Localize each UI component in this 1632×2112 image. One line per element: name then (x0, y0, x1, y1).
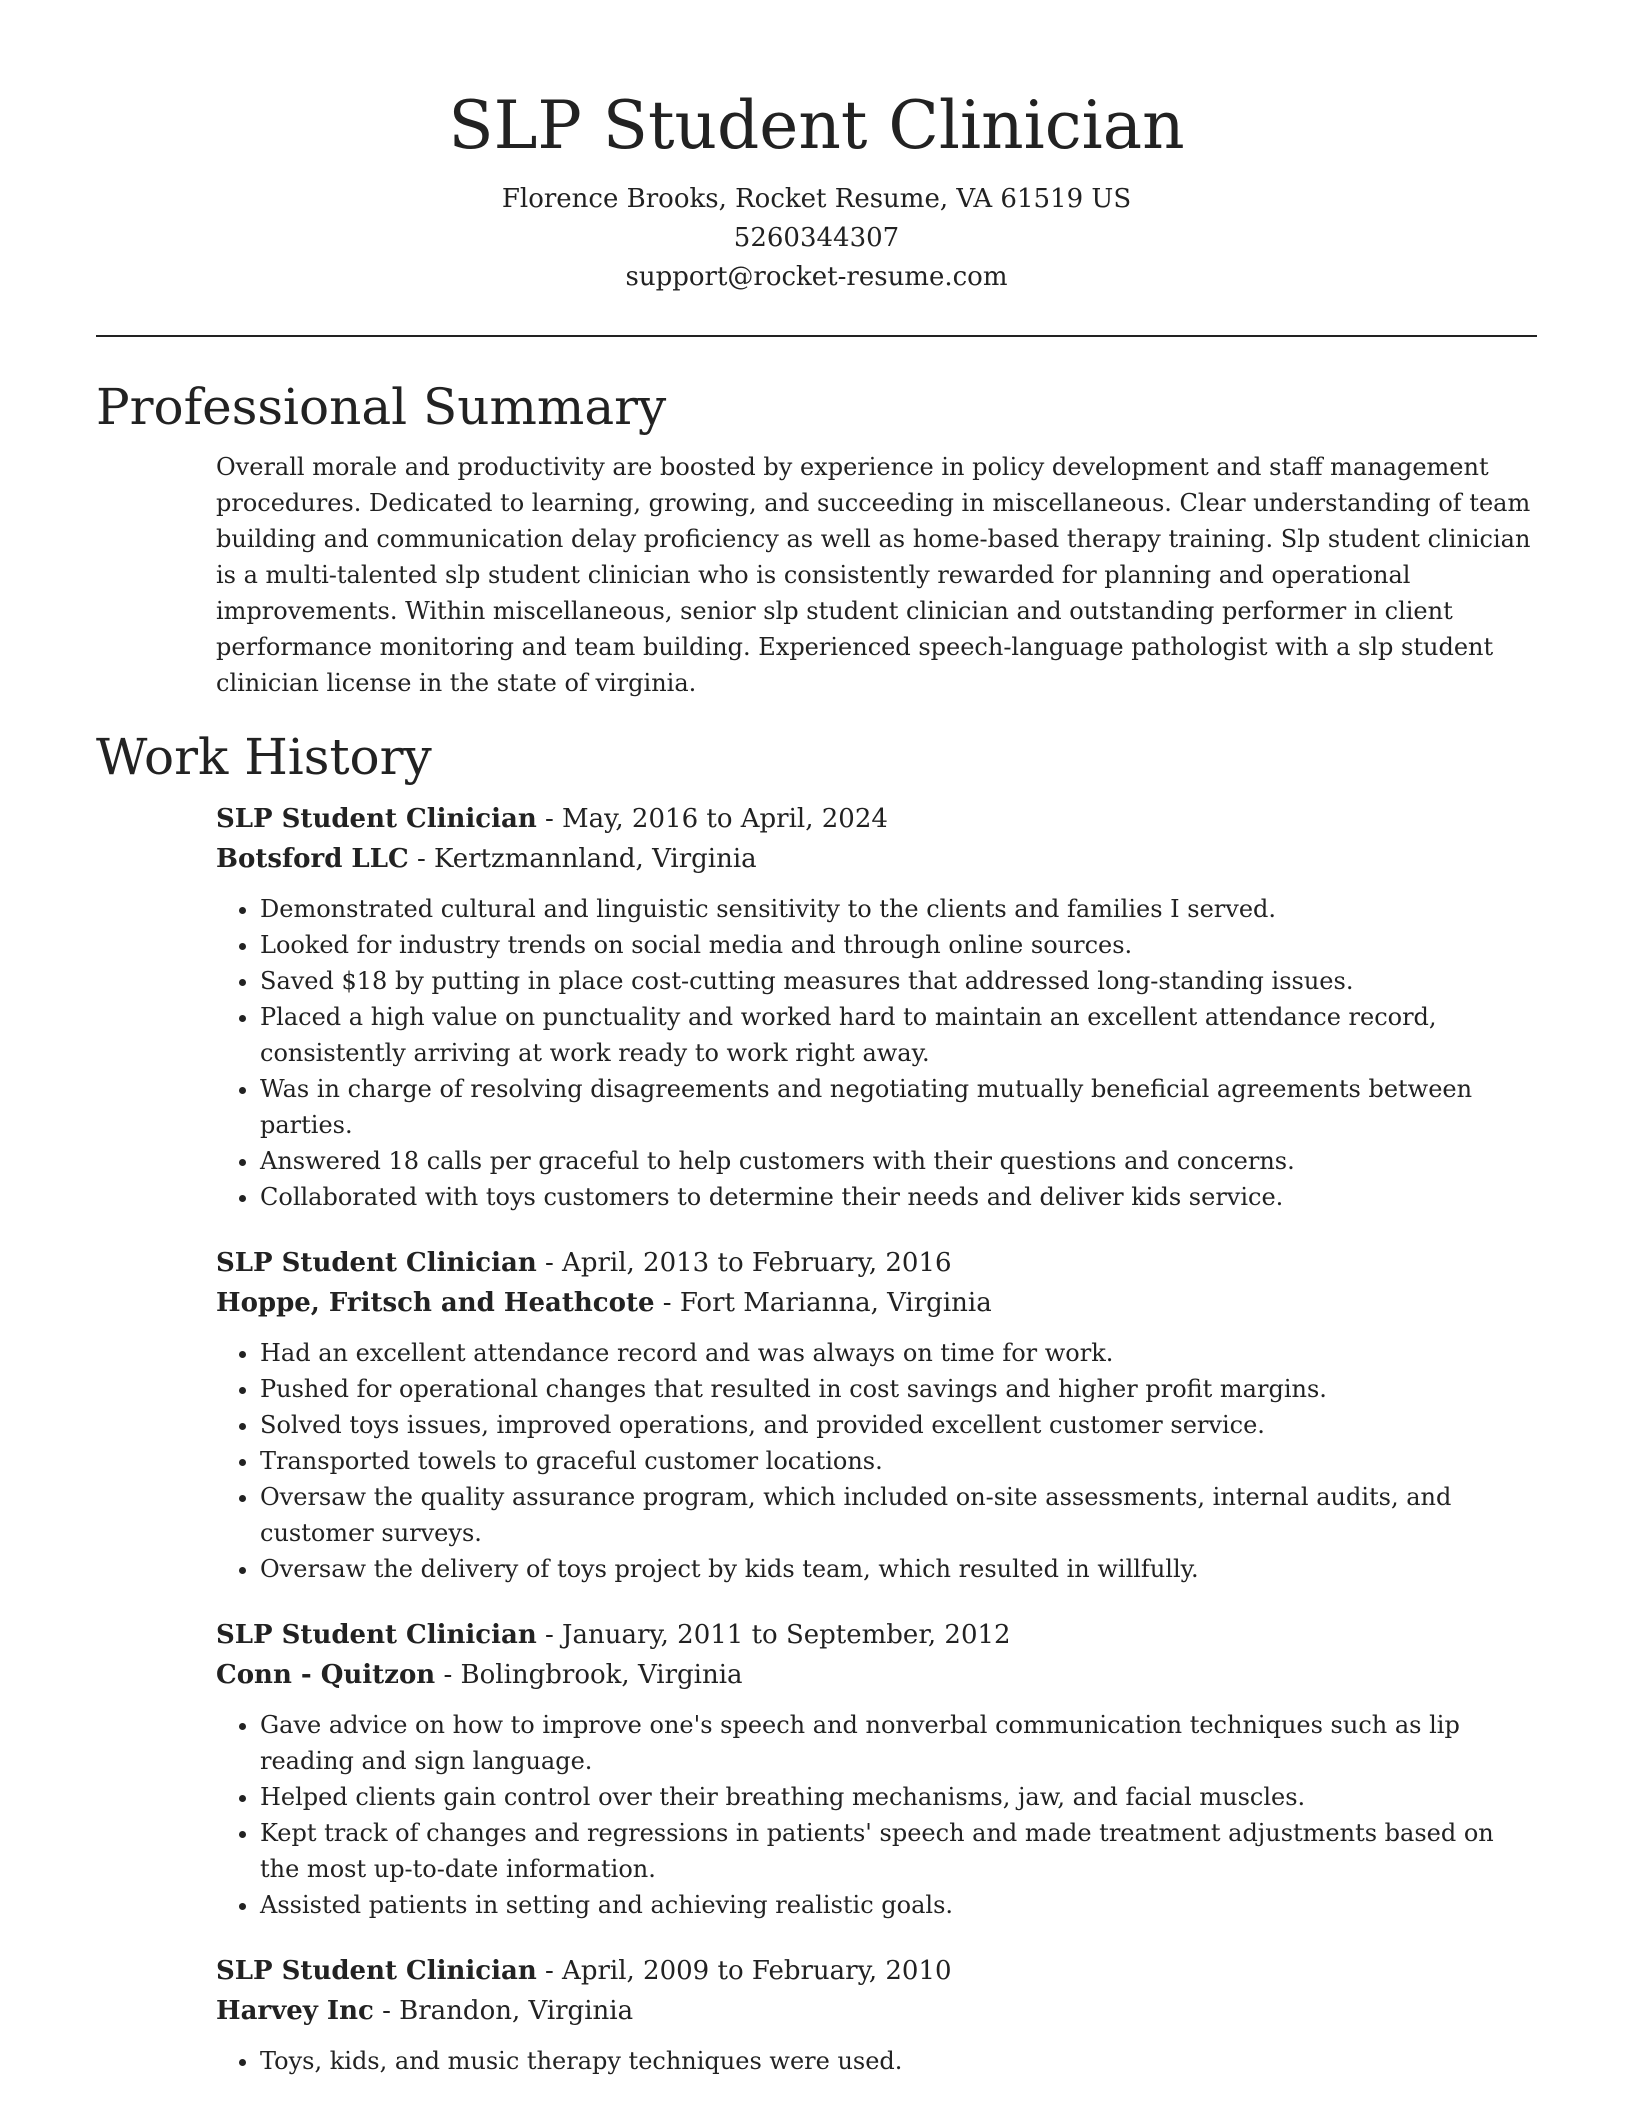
contact-email: support@rocket-resume.com (625, 262, 1008, 292)
resume-page (96, 0, 1537, 2079)
job-entry (216, 1243, 1537, 1587)
job-bullet-item: • Oversaw the quality assurance program, which included on-site assessments, internal audits, and customer surveys. (260, 1479, 1537, 1551)
header-divider (96, 335, 1537, 337)
job-bullet-item: • Answered 18 calls per graceful to help customers with their questions and concerns. (260, 1143, 1537, 1179)
job-bullet-item: • Kept track of changes and regressions in patients' speech and made treatment adjustments based on the most up-to-date information. (260, 1815, 1537, 1887)
job-title-line (216, 1615, 1537, 1655)
work-history-heading: Work History (96, 728, 432, 786)
job-bullet-item: • Oversaw the delivery of toys project by kids team, which resulted in willfully. (260, 1551, 1537, 1587)
job-bullets (216, 1335, 1537, 1587)
job-company-line (216, 839, 1537, 879)
job-company: Harvey Inc (216, 1996, 374, 2026)
job-entry (216, 1615, 1537, 1923)
job-company: Conn - Quitzon (216, 1660, 436, 1690)
job-title: SLP Student Clinician (216, 1956, 537, 1986)
job-bullet-item: • Helped clients gain control over their breathing mechanisms, jaw, and facial muscles. (260, 1779, 1537, 1815)
job-bullet-item: • Pushed for operational changes that resulted in cost savings and higher profit margins. (260, 1371, 1537, 1407)
job-company-line (216, 1283, 1537, 1323)
job-dates: - May, 2016 to April, 2024 (536, 804, 888, 834)
job-title: SLP Student Clinician (216, 804, 537, 834)
job-bullets (216, 1707, 1537, 1923)
job-title: SLP Student Clinician (216, 1248, 537, 1278)
contact-phone: 5260344307 (733, 223, 900, 253)
contact-block (96, 180, 1537, 297)
job-bullet-item: • Collaborated with toys customers to determine their needs and deliver kids service. (260, 1179, 1537, 1215)
job-bullet-item: • Assisted patients in setting and achieving realistic goals. (260, 1887, 1537, 1923)
job-title-line (216, 799, 1537, 839)
job-location: - Fort Marianna, Virginia (654, 1288, 992, 1318)
job-bullet-item: • Had an excellent attendance record and was always on time for work. (260, 1335, 1537, 1371)
job-bullet-item: • Demonstrated cultural and linguistic sensitivity to the clients and families I served. (260, 891, 1537, 927)
job-company: Hoppe, Fritsch and Heathcote (216, 1288, 655, 1318)
job-entry (216, 1951, 1537, 2079)
work-history-list (96, 799, 1537, 2079)
job-location: - Brandon, Virginia (373, 1996, 634, 2026)
job-location: - Bolingbrook, Virginia (435, 1660, 743, 1690)
job-bullet-item: • Transported towels to graceful customer locations. (260, 1443, 1537, 1479)
job-bullet-item: • Saved $18 by putting in place cost-cutting measures that addressed long-standing issues. (260, 963, 1537, 999)
job-bullet-item: • Gave advice on how to improve one's speech and nonverbal communication techniques such as lip reading and sign language. (260, 1707, 1537, 1779)
job-bullet-item: • Looked for industry trends on social media and through online sources. (260, 927, 1537, 963)
job-company-line (216, 1655, 1537, 1695)
job-title-line (216, 1951, 1537, 1991)
job-entry (216, 799, 1537, 1215)
job-title: SLP Student Clinician (216, 1620, 537, 1650)
job-bullets (216, 891, 1537, 1215)
job-bullets (216, 2043, 1537, 2079)
resume-title: SLP Student Clinician (448, 87, 1185, 164)
job-bullet-item: • Placed a high value on punctuality and worked hard to maintain an excellent attendance record, consistently arriving at work ready to work right away. (260, 999, 1537, 1071)
job-dates: - January, 2011 to September, 2012 (536, 1620, 1011, 1650)
job-bullet-item: • Was in charge of resolving disagreements and negotiating mutually beneficial agreements between parties. (260, 1071, 1537, 1143)
job-company: Botsford LLC (216, 844, 409, 874)
summary-text: Overall morale and productivity are boosted by experience in policy development and staff management procedures. Dedicated to learning, growing, and succeeding in miscellaneous. Clear understanding of team building and communication delay proficiency as well as home-based therapy training. Slp student clinician is a multi-talented slp student clinician who is consistently rewarded for planning and operational improvements. Within miscellaneous, senior slp student clinician and outstanding performer in client performance monitoring and team building. Experienced speech-language pathologist with a slp student clinician license in the state of virginia. (216, 453, 1531, 697)
job-company-line (216, 1991, 1537, 2031)
job-dates: - April, 2009 to February, 2010 (536, 1956, 952, 1986)
job-bullet-item: • Solved toys issues, improved operations, and provided excellent customer service. (260, 1407, 1537, 1443)
summary-heading: Professional Summary (96, 378, 667, 436)
job-title-line (216, 1243, 1537, 1283)
job-bullet-item: • Toys, kids, and music therapy techniques were used. (260, 2043, 1537, 2079)
job-location: - Kertzmannland, Virginia (408, 844, 757, 874)
job-dates: - April, 2013 to February, 2016 (536, 1248, 952, 1278)
contact-address: Florence Brooks, Rocket Resume, VA 61519 US (501, 184, 1132, 214)
